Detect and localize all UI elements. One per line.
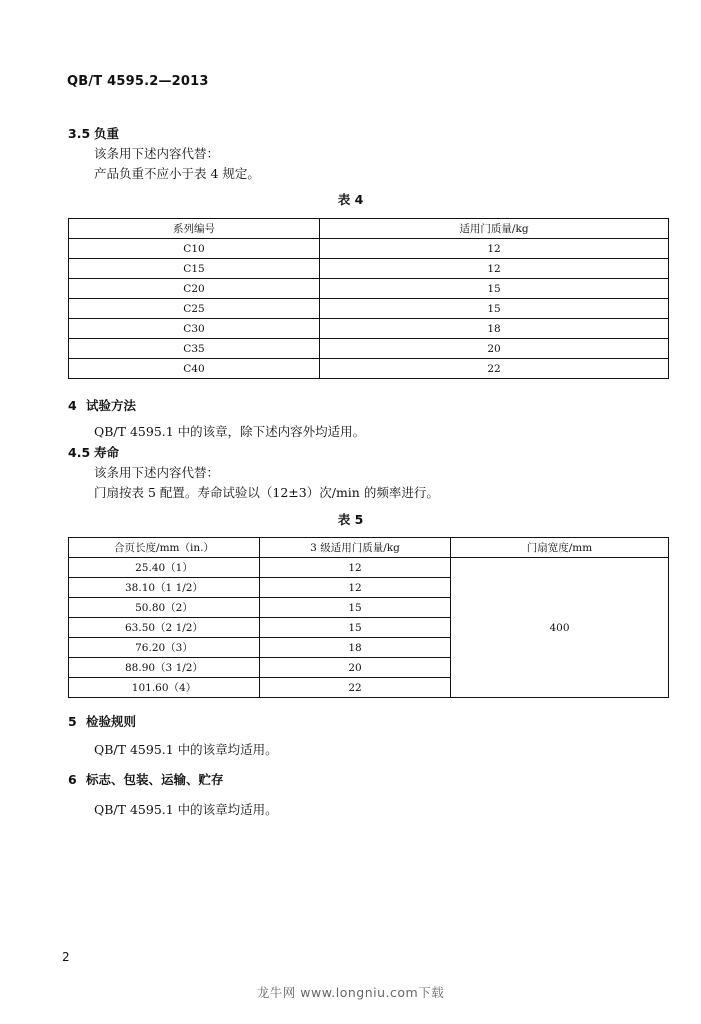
table4 (68, 218, 669, 379)
table-cell: 76.20（3） (69, 638, 260, 658)
table-row (69, 279, 669, 299)
table5-caption: 表 5 (337, 512, 364, 527)
paragraph: 该条用下述内容代替： (94, 146, 220, 161)
table-header-row (69, 219, 669, 239)
paragraph: QB/T 4595.1 中的该章，除下述内容外均适用。 (94, 424, 366, 439)
table-cell: 15 (260, 598, 451, 618)
table-cell: 22 (320, 359, 669, 379)
paragraph: QB/T 4595.1 中的该章均适用。 (94, 802, 278, 817)
table-cell: 22 (260, 678, 451, 698)
door-width-cell: 400 (451, 558, 669, 698)
table-cell: C30 (69, 319, 320, 339)
table-cell: 38.10（1 1/2） (69, 578, 260, 598)
table-row (69, 259, 669, 279)
table-row (69, 319, 669, 339)
table-cell: 12 (320, 239, 669, 259)
table-cell: 63.50（2 1/2） (69, 618, 260, 638)
table-cell: C25 (69, 299, 320, 319)
section-title: 标志、包装、运输、贮存 (86, 772, 224, 787)
paragraph: 产品负重不应小于表 4 规定。 (94, 166, 260, 181)
section-4-5-heading (68, 443, 119, 461)
table-cell: C40 (69, 359, 320, 379)
table-cell: 20 (260, 658, 451, 678)
table-header-cell: 合页长度/mm（in.） (69, 538, 260, 558)
section-title: 负重 (94, 126, 120, 141)
table-cell: C20 (69, 279, 320, 299)
section-title: 寿命 (94, 445, 120, 460)
page-number: 2 (62, 950, 70, 964)
section-3-5-heading (68, 124, 119, 142)
table-cell: 50.80（2） (69, 598, 260, 618)
table-cell: 18 (260, 638, 451, 658)
table-cell: 15 (320, 299, 669, 319)
section-5-heading (68, 712, 136, 730)
table-row (69, 359, 669, 379)
table-cell: 18 (320, 319, 669, 339)
table4-caption: 表 4 (337, 192, 364, 207)
table-row (69, 558, 669, 578)
section-number: 5 (68, 714, 77, 729)
table-cell: 12 (260, 558, 451, 578)
table-row (69, 339, 669, 359)
table-row (69, 299, 669, 319)
paragraph: 该条用下述内容代替： (94, 465, 220, 480)
table-cell: 101.60（4） (69, 678, 260, 698)
table-cell: C10 (69, 239, 320, 259)
table-cell: 88.90（3 1/2） (69, 658, 260, 678)
download-watermark: 龙牛网 www.longniu.com下载 (256, 985, 445, 1000)
table-cell: 12 (320, 259, 669, 279)
table5 (68, 537, 669, 698)
table-cell: 20 (320, 339, 669, 359)
section-title: 检验规则 (86, 714, 137, 729)
section-number: 4.5 (68, 445, 91, 460)
table-cell: C15 (69, 259, 320, 279)
table-header-cell: 门扇宽度/mm (451, 538, 669, 558)
table-cell: 12 (260, 578, 451, 598)
table-cell: 15 (320, 279, 669, 299)
table-header-cell: 3 级适用门质量/kg (260, 538, 451, 558)
table-header-cell: 系列编号 (69, 219, 320, 239)
standard-code: QB/T 4595.2—2013 (67, 74, 209, 89)
table-cell: 25.40（1） (69, 558, 260, 578)
section-title: 试验方法 (86, 398, 137, 413)
paragraph: QB/T 4595.1 中的该章均适用。 (94, 742, 278, 757)
table-row (69, 239, 669, 259)
section-6-heading (68, 770, 224, 788)
section-number: 3.5 (68, 126, 91, 141)
table-cell: C35 (69, 339, 320, 359)
table-header-row (69, 538, 669, 558)
table-cell: 15 (260, 618, 451, 638)
section-number: 6 (68, 772, 77, 787)
paragraph: 门扇按表 5 配置。寿命试验以（12±3）次/min 的频率进行。 (94, 485, 439, 500)
section-4-heading (68, 396, 136, 414)
section-number: 4 (68, 398, 77, 413)
table-header-cell: 适用门质量/kg (320, 219, 669, 239)
